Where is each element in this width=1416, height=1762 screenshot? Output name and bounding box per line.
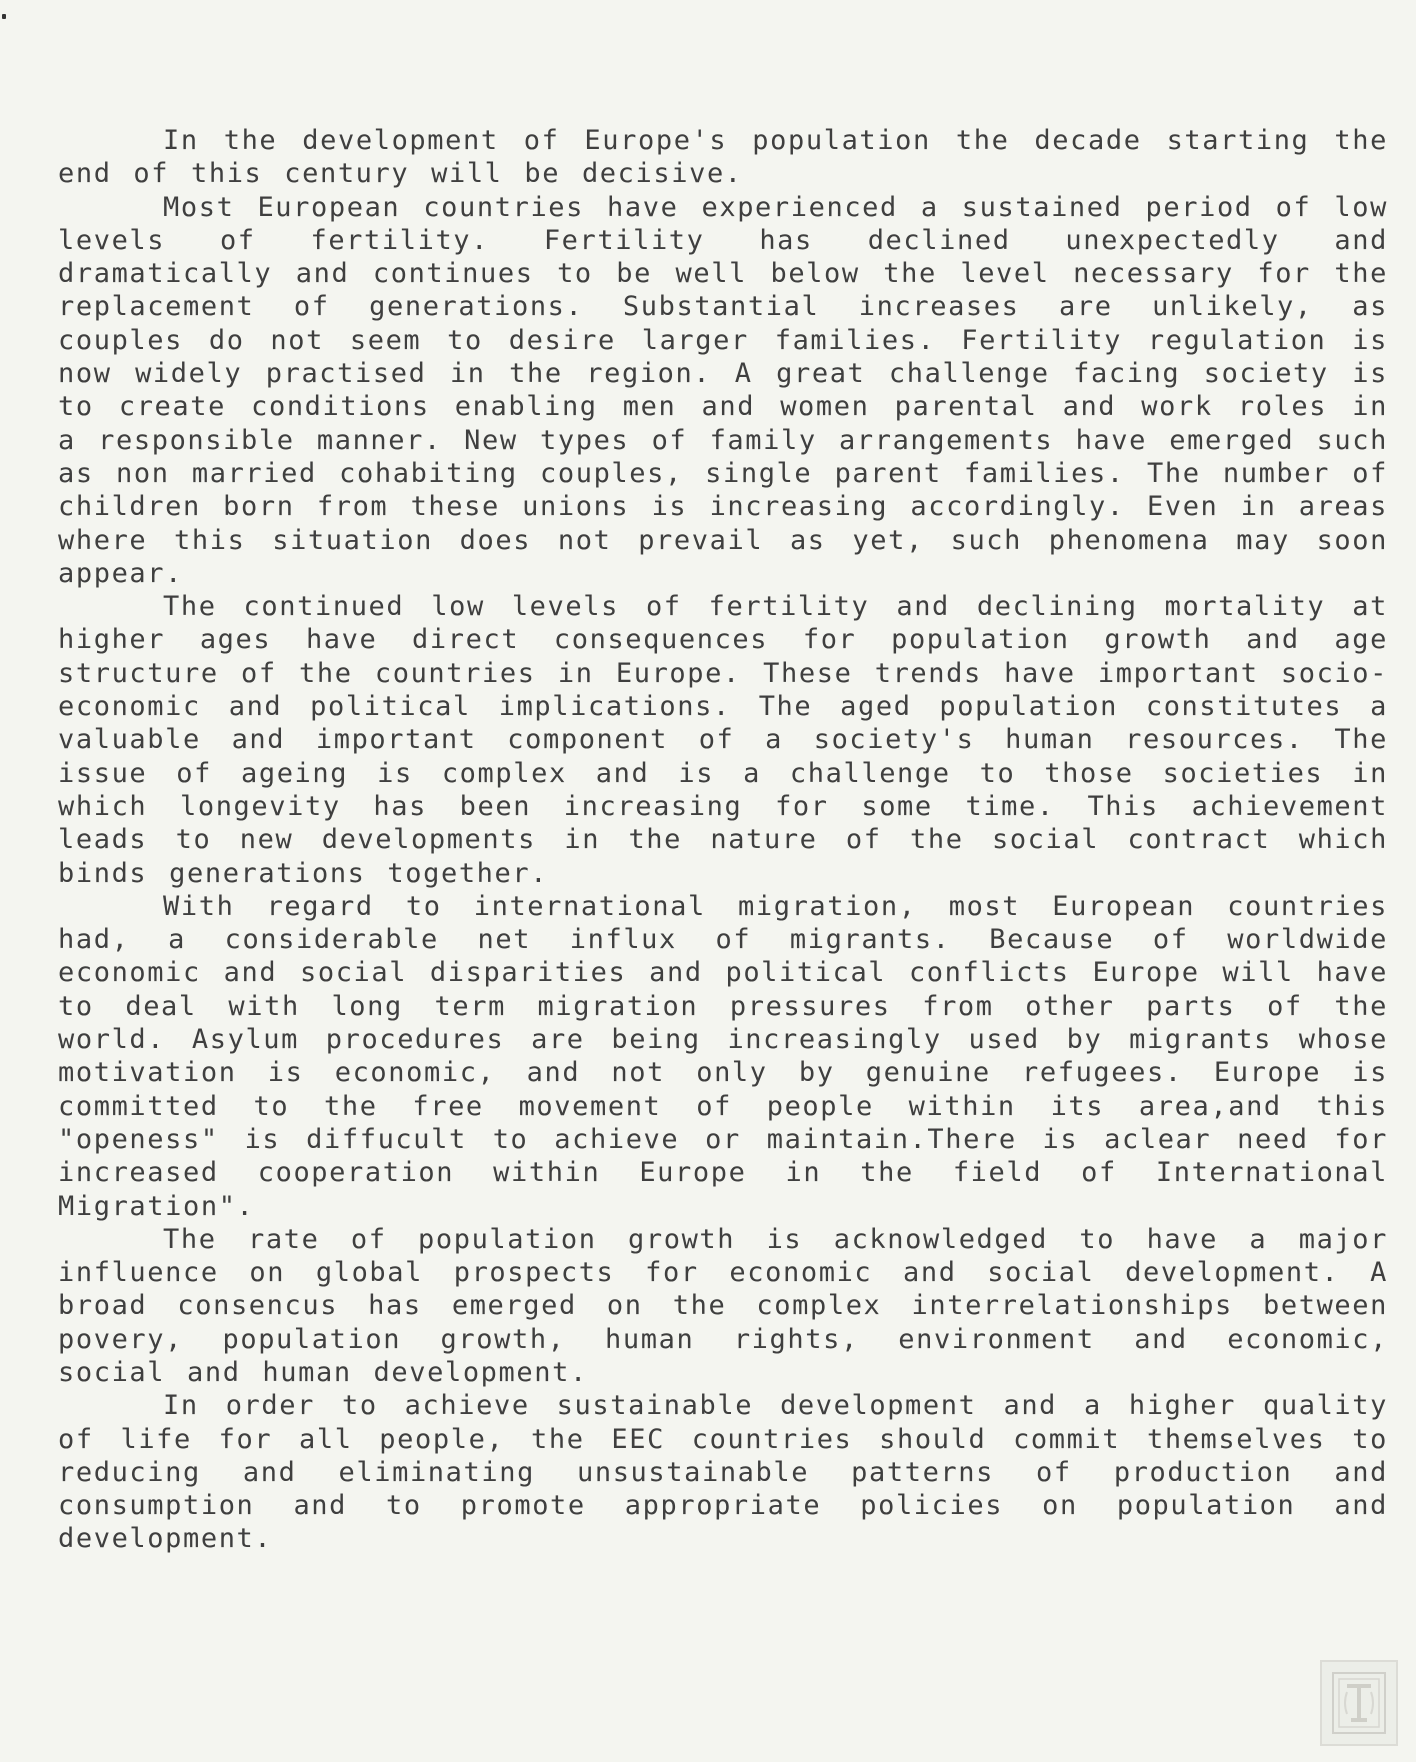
paragraph-4: With regard to international migration, most European countries had, a considerable net influx of migrants. Because of worldwide economic and social disparities and political conflicts Europe will have to deal with long term migration pressures from other parts of the world. Asylum procedures are being increasingly used by migrants whose motivation is economic, and not only by genuine refugees. Europe is committed to the free movement of people within its area,and this "openess" is diffucult to achieve or maintain.There is aclear need for increased cooperation within Europe in the field of International Migration". [58,890,1388,1222]
stray-ink-mark [2,14,6,19]
library-monogram-icon [1320,1660,1398,1746]
paragraph-1: In the development of Europe's population the decade starting the end of this century will be decisive. [58,125,1388,190]
paragraph-3: The continued low levels of fertility and declining mortality at higher ages have direct consequences for population growth and age structure of the countries in Europe. These trends have important socio-economic and political implications. The aged population constitutes a valuable and important component of a society's human resources. The issue of ageing is complex and is a challenge to those societies in which longevity has been increasing for some time. This achievement leads to new developments in the nature of the social contract which binds generations together. [58,591,1388,889]
paragraph-2: Most European countries have experienced a sustained period of low levels of fertility. Fertility has declined unexpectedly and dramatically and continues to be well below the level necessary for the replacement of generations. Substantial increases are unlikely, as couples do not seem to desire larger families. Fertility regulation is now widely practised in the region. A great challenge facing society is to create conditions enabling men and women parental and work roles in a responsible manner. New types of family arrangements have emerged such as non married cohabiting couples, single parent families. The number of children born from these unions is increasing accordingly. Even in areas where this situation does not prevail as yet, such phenomena may soon appear. [58,191,1388,589]
paragraph-5: The rate of population growth is acknowledged to have a major influence on global prospects for economic and social development. A broad consencus has emerged on the complex interrelationships between povery, population growth, human rights, environment and economic, social and human development. [58,1223,1388,1388]
paragraph-6: In order to achieve sustainable development and a higher quality of life for all people, the EEC countries should commit themselves to reducing and eliminating unsustainable patterns of production and consumption and to promote appropriate policies on population and development. [58,1390,1388,1555]
document-body [58,124,1388,1556]
